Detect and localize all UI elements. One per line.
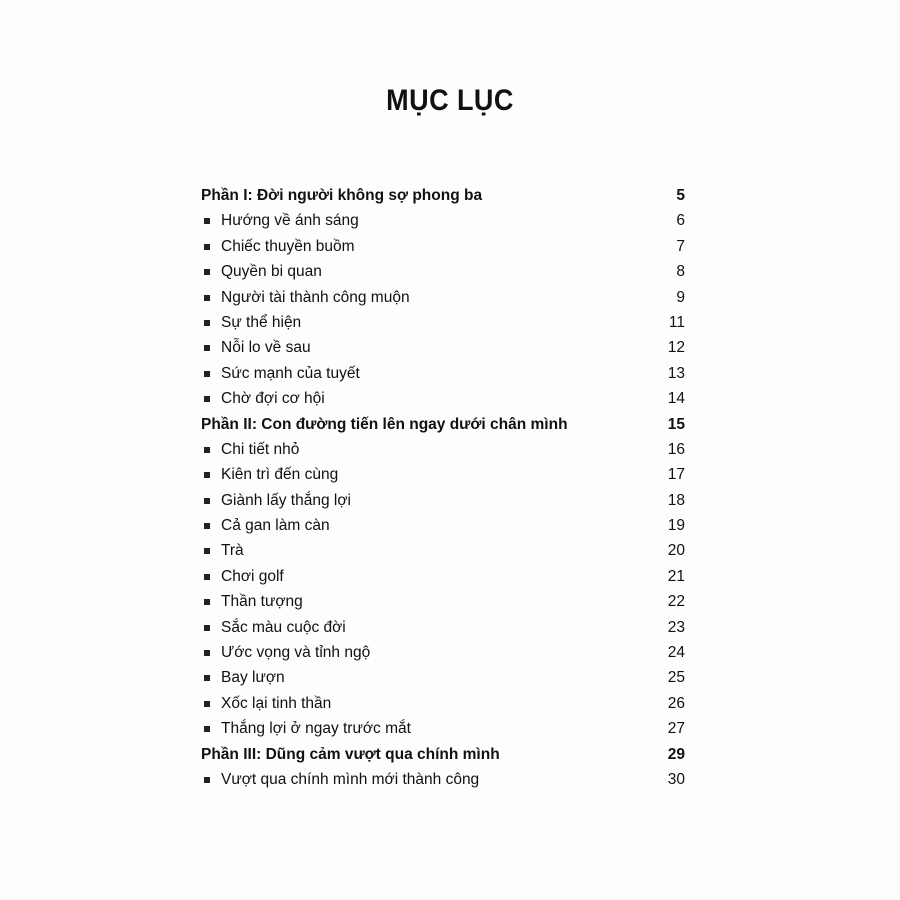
square-bullet-icon bbox=[204, 650, 210, 656]
part-title: Phần I: Đời người không sợ phong ba bbox=[201, 187, 483, 204]
toc-entry bbox=[201, 564, 685, 589]
part-title: Phần II: Con đường tiến lên ngay dưới chân mình bbox=[201, 415, 568, 433]
square-bullet-icon bbox=[204, 472, 210, 478]
toc-entry bbox=[201, 589, 685, 614]
entry-title: Chờ đợi cơ hội bbox=[221, 390, 325, 408]
square-bullet-icon bbox=[204, 701, 210, 707]
entry-page-number: 23 bbox=[667, 618, 685, 636]
entry-title: Trà bbox=[221, 542, 244, 560]
square-bullet-icon bbox=[204, 447, 210, 453]
square-bullet-icon bbox=[204, 574, 210, 580]
entry-page-number: 19 bbox=[667, 517, 685, 535]
entry-title: Cả gan làm càn bbox=[221, 517, 330, 535]
entry-page-number: 14 bbox=[667, 390, 685, 408]
entry-page-number: 20 bbox=[667, 542, 685, 560]
square-bullet-icon bbox=[204, 523, 210, 529]
entry-page-number: 21 bbox=[667, 567, 685, 585]
entry-page-number: 12 bbox=[667, 339, 685, 357]
entry-title: Bay lượn bbox=[221, 669, 285, 687]
toc-entry bbox=[201, 665, 685, 690]
entry-title: Hướng về ánh sáng bbox=[221, 212, 359, 230]
entry-title: Kiên trì đến cùng bbox=[221, 466, 339, 484]
entry-page-number: 25 bbox=[667, 669, 685, 687]
square-bullet-icon bbox=[204, 548, 210, 554]
entry-page-number: 7 bbox=[676, 237, 685, 255]
toc-part-heading bbox=[201, 412, 685, 437]
entry-page-number: 30 bbox=[667, 770, 685, 788]
square-bullet-icon bbox=[204, 218, 210, 224]
entry-title: Quyền bi quan bbox=[221, 263, 322, 281]
square-bullet-icon bbox=[204, 371, 210, 377]
toc-entry bbox=[201, 335, 685, 360]
square-bullet-icon bbox=[204, 498, 210, 504]
toc-entry bbox=[201, 234, 685, 259]
toc-entry bbox=[201, 437, 685, 462]
toc-entry bbox=[201, 386, 685, 411]
toc-entry bbox=[201, 716, 685, 741]
toc-entry bbox=[201, 538, 685, 563]
toc-entry bbox=[201, 691, 685, 716]
square-bullet-icon bbox=[204, 295, 210, 301]
entry-title: Giành lấy thắng lợi bbox=[221, 491, 351, 509]
entry-title: Chi tiết nhỏ bbox=[221, 440, 300, 458]
part-page-number: 15 bbox=[667, 415, 685, 433]
toc-entry bbox=[201, 361, 685, 386]
toc-entry bbox=[201, 615, 685, 640]
toc-entry bbox=[201, 488, 685, 513]
entry-page-number: 24 bbox=[667, 644, 685, 662]
page-title: MỤC LỤC bbox=[386, 84, 514, 117]
entry-title: Thần tượng bbox=[221, 593, 303, 611]
entry-page-number: 9 bbox=[676, 288, 685, 306]
part-page-number: 5 bbox=[676, 187, 685, 204]
entry-page-number: 26 bbox=[667, 694, 685, 712]
toc-entry bbox=[201, 310, 685, 335]
toc-entry bbox=[201, 462, 685, 487]
entry-title: Ước vọng và tỉnh ngộ bbox=[221, 644, 371, 662]
entry-page-number: 11 bbox=[668, 313, 685, 331]
square-bullet-icon bbox=[204, 244, 210, 250]
toc-entry bbox=[201, 285, 685, 310]
entry-title: Thắng lợi ở ngay trước mắt bbox=[221, 720, 411, 738]
entry-title: Vượt qua chính mình mới thành công bbox=[221, 770, 480, 788]
part-page-number: 29 bbox=[667, 745, 685, 763]
square-bullet-icon bbox=[204, 320, 210, 326]
square-bullet-icon bbox=[204, 625, 210, 631]
entry-title: Nỗi lo về sau bbox=[221, 339, 311, 357]
square-bullet-icon bbox=[204, 599, 210, 605]
entry-page-number: 18 bbox=[667, 491, 685, 509]
entry-title: Chiếc thuyền buồm bbox=[221, 237, 355, 255]
toc-entry bbox=[201, 513, 685, 538]
toc-entry bbox=[201, 208, 685, 233]
entry-page-number: 27 bbox=[667, 720, 685, 738]
entry-page-number: 13 bbox=[667, 364, 685, 382]
entry-title: Sắc màu cuộc đời bbox=[221, 618, 346, 636]
entry-title: Người tài thành công muộn bbox=[221, 288, 410, 306]
square-bullet-icon bbox=[204, 345, 210, 351]
square-bullet-icon bbox=[204, 269, 210, 275]
table-of-contents bbox=[201, 183, 685, 792]
toc-part-heading bbox=[201, 183, 685, 208]
square-bullet-icon bbox=[204, 396, 210, 402]
entry-title: Chơi golf bbox=[221, 567, 284, 585]
square-bullet-icon bbox=[204, 726, 210, 732]
toc-entry bbox=[201, 259, 685, 284]
toc-part-heading bbox=[201, 742, 685, 767]
entry-title: Xốc lại tinh thần bbox=[221, 694, 332, 712]
entry-page-number: 17 bbox=[667, 466, 685, 484]
toc-entry bbox=[201, 640, 685, 665]
entry-page-number: 16 bbox=[667, 440, 685, 458]
toc-entry bbox=[201, 767, 685, 792]
entry-page-number: 22 bbox=[667, 593, 685, 611]
square-bullet-icon bbox=[204, 675, 210, 681]
part-title: Phần III: Dũng cảm vượt qua chính mình bbox=[201, 745, 500, 763]
square-bullet-icon bbox=[204, 777, 210, 783]
entry-title: Sự thể hiện bbox=[221, 313, 302, 331]
entry-page-number: 6 bbox=[676, 212, 685, 230]
entry-page-number: 8 bbox=[676, 263, 685, 281]
entry-title: Sức mạnh của tuyết bbox=[221, 364, 360, 382]
